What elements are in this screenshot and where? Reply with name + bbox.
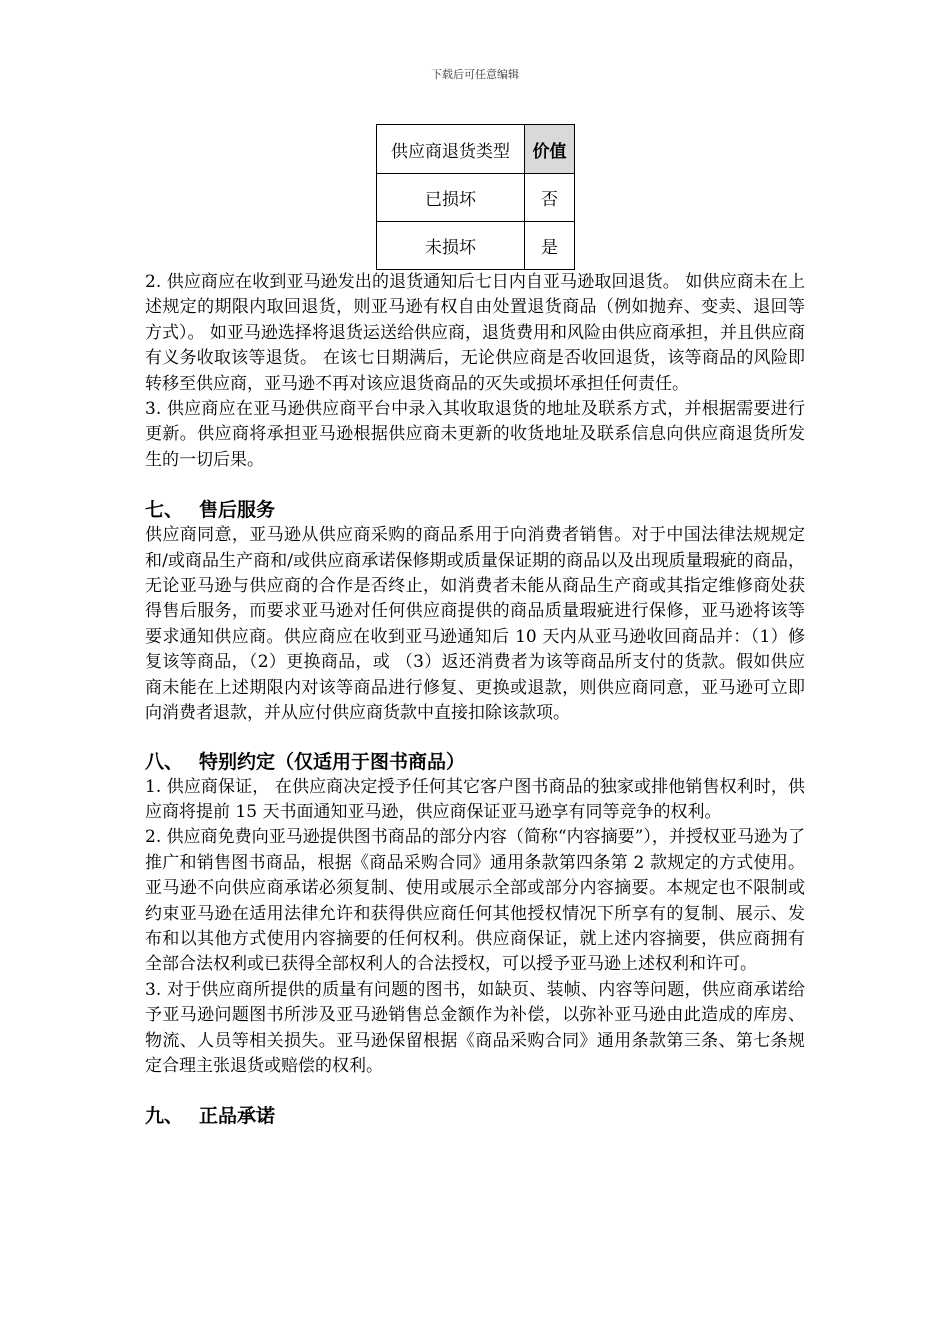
- section-7-title: 售后服务: [199, 499, 276, 522]
- return-clause-2: 2. 供应商应在收到亚马逊发出的退货通知后七日内自亚马逊取回退货。 如供应商未在上述规定的期限内取回退货，则亚马逊有权自由处置退货商品（例如抛弃、变卖、退回等方式）。 如亚马逊选择将退货运送给供应商，退货费用和风险由供应商承担，并且供应商有义务收取该等退货。 在该七日期满后，无论供应商是否收回退货，该等商品的风险即转移至供应商，亚马逊不再对该应退货商品的灭失或损坏承担任何责任。: [145, 272, 805, 394]
- column-header-return-type: 供应商退货类型: [377, 125, 525, 174]
- section-8-heading: [145, 749, 805, 775]
- table-cell: 是: [525, 222, 575, 270]
- return-type-table: [376, 124, 575, 270]
- table-header-row: [377, 125, 575, 174]
- section-7-number: 七、: [145, 499, 184, 522]
- section-8-clause-2: 2. 供应商免费向亚马逊提供图书商品的部分内容（简称“内容摘要”），并授权亚马逊为了推广和销售图书商品，根据《商品采购合同》通用条款第四条第 2 款规定的方式使用。亚马逊不向供应商承诺必须复制、使用或展示全部或部分内容摘要。本规定也不限制或约束亚马逊在适用法律允许和获得供应商任何其他授权情况下所享有的复制、展示、发布和以其他方式使用内容摘要的任何权利。供应商保证，就上述内容摘要，供应商拥有全部合法权利或已获得全部权利人的合法授权，可以授予亚马逊上述权利和许可。: [145, 827, 805, 975]
- document-body: [145, 270, 805, 1129]
- section-8-clause-1: 1. 供应商保证， 在供应商决定授予任何其它客户图书商品的独家或排他销售权利时，供应商将提前 15 天书面通知亚马逊，供应商保证亚马逊享有同等竞争的权利。: [145, 776, 805, 822]
- section-7-heading: [145, 497, 805, 523]
- table-cell: 否: [525, 174, 575, 222]
- table-cell: 未损坏: [377, 222, 525, 270]
- section-8-number: 八、: [145, 750, 184, 773]
- section-8-clause-3: 3. 对于供应商所提供的质量有问题的图书，如缺页、装帧、内容等问题，供应商承诺给予亚马逊问题图书所涉及亚马逊销售总金额作为补偿，以弥补亚马逊由此造成的库房、物流、人员等相关损失。亚马逊保留根据《商品采购合同》通用条款第三条、第七条规定合理主张退货或赔偿的权利。: [145, 979, 805, 1076]
- table-row: [377, 174, 575, 222]
- section-9-heading: [145, 1103, 805, 1129]
- section-9-title: 正品承诺: [199, 1105, 276, 1128]
- section-7-body: 供应商同意，亚马逊从供应商采购的商品系用于向消费者销售。对于中国法律法规规定和/或商品生产商和/或供应商承诺保修期或质量保证期的商品以及出现质量瑕疵的商品，无论亚马逊与供应商的合作是否终止，如消费者未能从商品生产商或其指定维修商处获得售后服务，而要求亚马逊对任何供应商提供的商品质量瑕疵进行保修，亚马逊将该等要求通知供应商。供应商应在收到亚马逊通知后 10 天内从亚马逊收回商品并：（1）修复该等商品，（2）更换商品，或 （3）返还消费者为该等商品所支付的货款。假如供应商未能在上述期限内对该等商品进行修复、更换或退款，则供应商同意，亚马逊可立即向消费者退款，并从应付供应商货款中直接扣除该款项。: [145, 525, 805, 724]
- section-8-title: 特别约定（仅适用于图书商品）: [199, 750, 466, 773]
- table-row: [377, 222, 575, 270]
- page-header: 下载后可任意编辑: [431, 68, 519, 81]
- section-9-number: 九、: [145, 1105, 184, 1128]
- table-cell: 已损坏: [377, 174, 525, 222]
- return-clause-3: 3. 供应商应在亚马逊供应商平台中录入其收取退货的地址及联系方式，并根据需要进行更新。供应商将承担亚马逊根据供应商未更新的收货地址及联系信息向供应商退货所发生的一切后果。: [145, 399, 805, 470]
- column-header-value: 价值: [525, 125, 575, 174]
